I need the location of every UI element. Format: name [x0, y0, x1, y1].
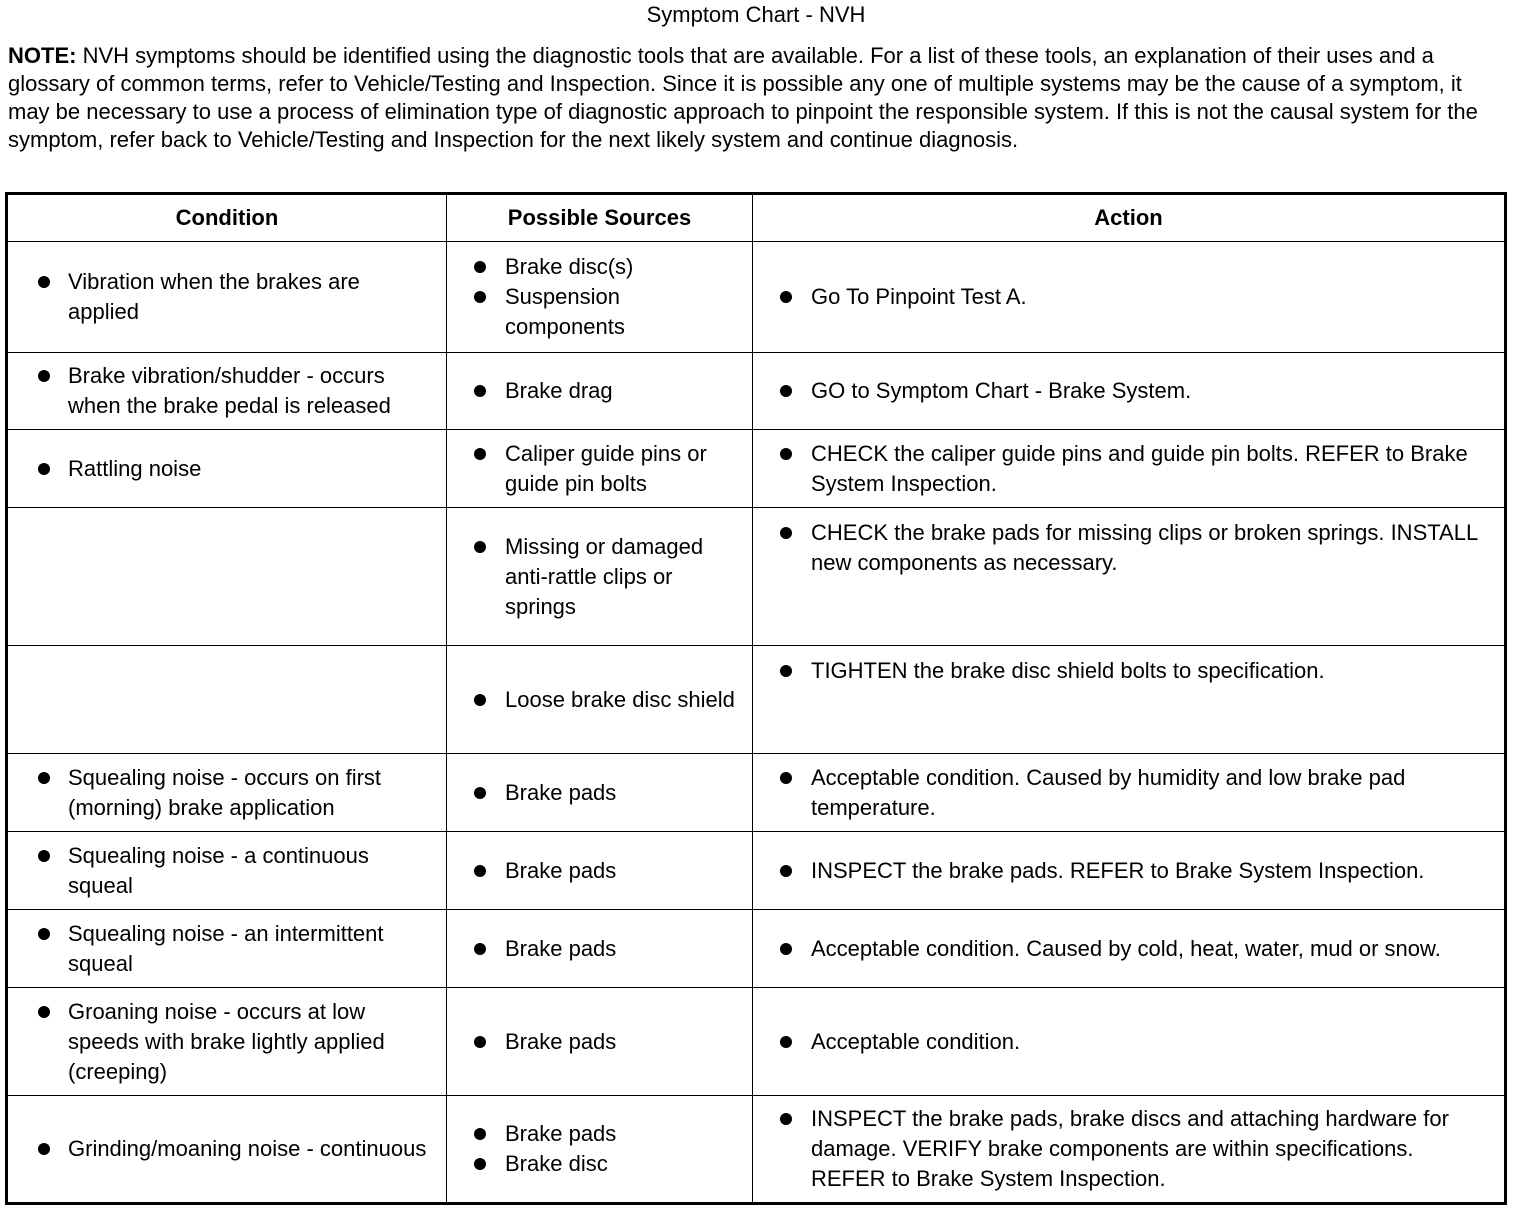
action-item: INSPECT the brake pads. REFER to Brake System Inspection.: [763, 856, 1494, 886]
action-cell: [753, 353, 1506, 430]
condition-list: [18, 763, 436, 823]
condition-list: [18, 841, 436, 901]
condition-cell: [7, 646, 447, 754]
action-item: GO to Symptom Chart - Brake System.: [763, 376, 1494, 406]
sources-cell: [447, 508, 753, 646]
condition-cell: [7, 910, 447, 988]
condition-cell: [7, 430, 447, 508]
table-row: [7, 508, 1506, 646]
action-item: INSPECT the brake pads, brake discs and attaching hardware for damage. VERIFY brake components are within specifications. REFER to Brake System Inspection.: [763, 1104, 1494, 1194]
action-cell: [753, 910, 1506, 988]
action-cell: [753, 754, 1506, 832]
action-cell: [753, 508, 1506, 646]
table-row: [7, 910, 1506, 988]
condition-cell: [7, 832, 447, 910]
note: [8, 42, 1508, 154]
sources-list: [457, 934, 742, 964]
action-list: [763, 763, 1494, 823]
sources-item: Brake disc(s): [457, 252, 742, 282]
action-item: Acceptable condition. Caused by humidity and low brake pad temperature.: [763, 763, 1494, 823]
sources-cell: [447, 353, 753, 430]
sources-cell: [447, 646, 753, 754]
condition-item: Grinding/moaning noise - continuous: [18, 1134, 436, 1164]
action-list: [763, 856, 1494, 886]
condition-cell: [7, 508, 447, 646]
action-cell: [753, 242, 1506, 353]
sources-item: Caliper guide pins or guide pin bolts: [457, 439, 742, 499]
sources-list: [457, 532, 742, 622]
action-cell: [753, 832, 1506, 910]
condition-cell: [7, 988, 447, 1096]
action-item: TIGHTEN the brake disc shield bolts to specification.: [763, 656, 1494, 686]
condition-cell: [7, 242, 447, 353]
table-row: [7, 353, 1506, 430]
condition-item: Vibration when the brakes are applied: [18, 267, 436, 327]
sources-list: [457, 439, 742, 499]
sources-item: Missing or damaged anti-rattle clips or springs: [457, 532, 742, 622]
action-item: Go To Pinpoint Test A.: [763, 282, 1494, 312]
action-list: [763, 518, 1494, 578]
sources-cell: [447, 988, 753, 1096]
note-label: NOTE:: [8, 43, 77, 68]
sources-item: Brake pads: [457, 856, 742, 886]
sources-item: Brake drag: [457, 376, 742, 406]
sources-item: Suspension components: [457, 282, 742, 342]
sources-cell: [447, 430, 753, 508]
sources-list: [457, 376, 742, 406]
sources-list: [457, 252, 742, 342]
sources-item: Brake pads: [457, 934, 742, 964]
condition-item: Squealing noise - occurs on first (morning) brake application: [18, 763, 436, 823]
condition-item: Groaning noise - occurs at low speeds with brake lightly applied (creeping): [18, 997, 436, 1087]
condition-list: [18, 267, 436, 327]
condition-list: [18, 361, 436, 421]
table-row: [7, 832, 1506, 910]
condition-list: [18, 997, 436, 1087]
action-list: [763, 376, 1494, 406]
condition-item: Rattling noise: [18, 454, 436, 484]
action-list: [763, 282, 1494, 312]
action-list: [763, 656, 1494, 686]
sources-list: [457, 856, 742, 886]
condition-cell: [7, 1096, 447, 1204]
sources-list: [457, 778, 742, 808]
header-sources: Possible Sources: [447, 194, 753, 242]
sources-list: [457, 1027, 742, 1057]
condition-item: Squealing noise - an intermittent squeal: [18, 919, 436, 979]
condition-list: [18, 1134, 436, 1164]
sources-cell: [447, 832, 753, 910]
condition-list: [18, 919, 436, 979]
sources-cell: [447, 1096, 753, 1204]
table-row: [7, 754, 1506, 832]
page-title: Symptom Chart - NVH: [646, 2, 866, 27]
table-header: [7, 194, 1506, 242]
table-row: [7, 646, 1506, 754]
action-cell: [753, 988, 1506, 1096]
sources-list: [457, 685, 742, 715]
table-row: [7, 242, 1506, 353]
sources-cell: [447, 242, 753, 353]
note-text: NVH symptoms should be identified using the diagnostic tools that are available. For a list of these tools, an explanation of their uses and a glossary of common terms, refer to Vehicle/Testing and Inspection. Since it is possible any one of multiple systems may be the cause of a symptom, it may be necessary to use a process of elimination type of diagnostic approach to pinpoint the responsible system. If this is not the causal system for the symptom, refer back to Vehicle/Testing and Inspection for the next likely system and continue diagnosis.: [8, 43, 1478, 152]
action-list: [763, 439, 1494, 499]
table-row: [7, 988, 1506, 1096]
header-action: Action: [753, 194, 1506, 242]
sources-cell: [447, 754, 753, 832]
condition-list: [18, 454, 436, 484]
condition-cell: [7, 754, 447, 832]
action-cell: [753, 1096, 1506, 1204]
sources-cell: [447, 910, 753, 988]
sources-list: [457, 1119, 742, 1179]
sources-item: Brake pads: [457, 1119, 742, 1149]
table-row: [7, 430, 1506, 508]
sources-item: Loose brake disc shield: [457, 685, 742, 715]
action-list: [763, 1027, 1494, 1057]
sources-item: Brake disc: [457, 1149, 742, 1179]
action-item: CHECK the caliper guide pins and guide pin bolts. REFER to Brake System Inspection.: [763, 439, 1494, 499]
condition-item: Squealing noise - a continuous squeal: [18, 841, 436, 901]
header-condition: Condition: [7, 194, 447, 242]
sources-item: Brake pads: [457, 778, 742, 808]
sources-item: Brake pads: [457, 1027, 742, 1057]
action-list: [763, 934, 1494, 964]
action-cell: [753, 430, 1506, 508]
symptom-table: [5, 192, 1507, 1205]
action-item: Acceptable condition.: [763, 1027, 1494, 1057]
action-item: Acceptable condition. Caused by cold, heat, water, mud or snow.: [763, 934, 1494, 964]
condition-item: Brake vibration/shudder - occurs when the brake pedal is released: [18, 361, 436, 421]
condition-cell: [7, 353, 447, 430]
action-cell: [753, 646, 1506, 754]
table-row: [7, 1096, 1506, 1204]
action-item: CHECK the brake pads for missing clips or broken springs. INSTALL new components as necessary.: [763, 518, 1494, 578]
action-list: [763, 1104, 1494, 1194]
